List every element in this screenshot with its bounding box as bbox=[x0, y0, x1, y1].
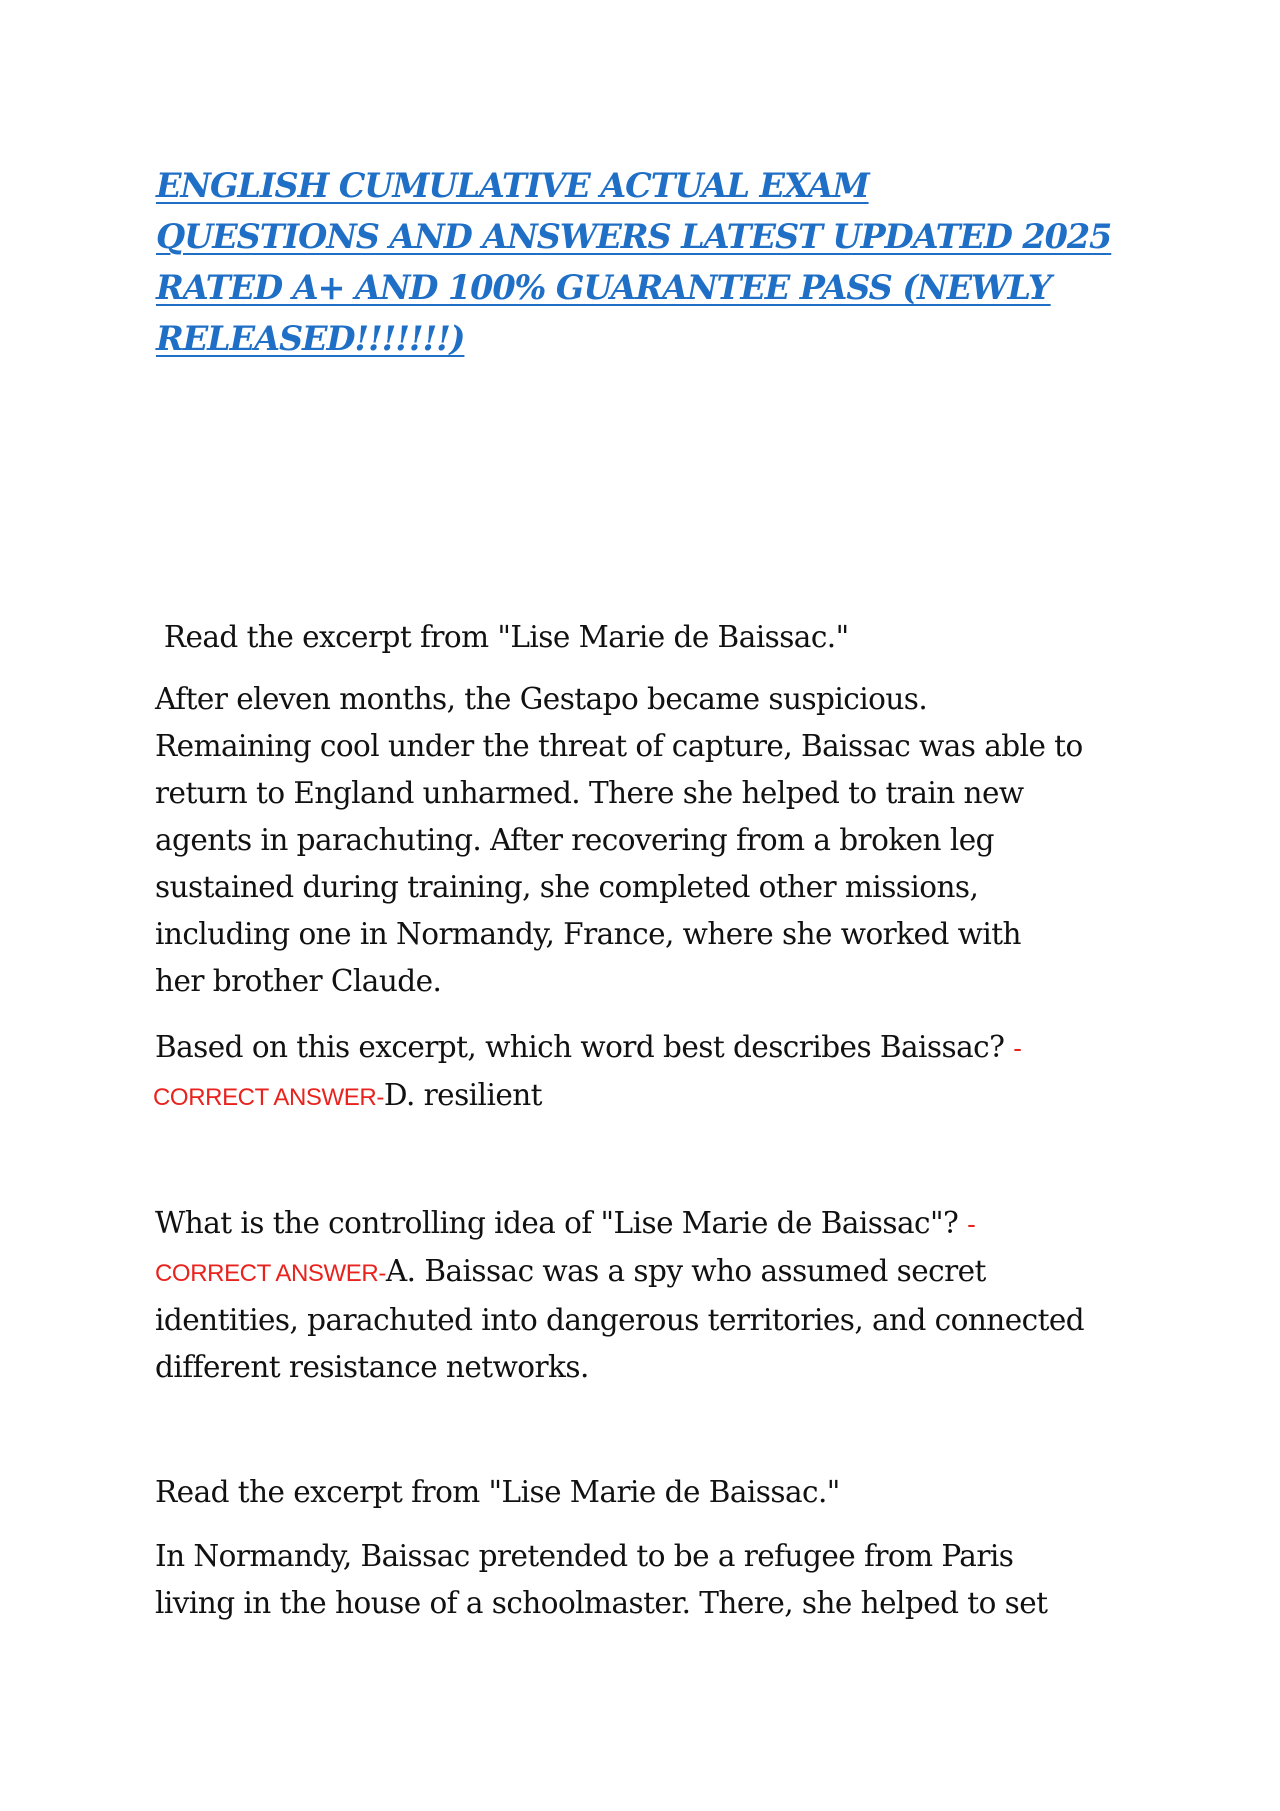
q2-question-text: What is the controlling idea of "Lise Marie de Baissac"? bbox=[155, 1206, 968, 1240]
q2-answer-text: A. Baissac was a spy who assumed secret bbox=[385, 1254, 986, 1288]
q1-excerpt bbox=[155, 676, 1155, 1005]
title-line: RATED A+ AND 100% GUARANTEE PASS (NEWLY bbox=[156, 268, 1051, 307]
q1-question bbox=[155, 1024, 1155, 1121]
excerpt-line: After eleven months, the Gestapo became suspicious. bbox=[155, 682, 928, 716]
q2-question-line bbox=[155, 1200, 1155, 1248]
q1-intro-text: Read the excerpt from "Lise Marie de Baissac." bbox=[155, 620, 849, 654]
excerpt-line: including one in Normandy, France, where she worked with bbox=[155, 917, 1021, 951]
q1-question-text: Based on this excerpt, which word best describes Baissac? bbox=[155, 1030, 1014, 1064]
excerpt-line: Remaining cool under the threat of capture, Baissac was able to bbox=[155, 729, 1083, 763]
q1-intro bbox=[155, 614, 1155, 661]
excerpt-line: living in the house of a schoolmaster. There, she helped to set bbox=[155, 1586, 1048, 1620]
q2-answer-continuation: different resistance networks. bbox=[155, 1350, 589, 1384]
q3-intro bbox=[155, 1469, 1155, 1516]
excerpt-line: her brother Claude. bbox=[155, 964, 442, 998]
q1-answer-text: D. resilient bbox=[383, 1078, 542, 1112]
q1-answer-tag: CORRECT ANSWER- bbox=[153, 1084, 384, 1111]
excerpt-line: agents in parachuting. After recovering from a broken leg bbox=[155, 823, 994, 857]
q2-answer-tag: CORRECT ANSWER- bbox=[155, 1260, 386, 1287]
q3-intro-text: Read the excerpt from "Lise Marie de Baissac." bbox=[155, 1475, 840, 1509]
excerpt-line: sustained during training, she completed other missions, bbox=[155, 870, 979, 904]
document-title bbox=[156, 160, 1156, 364]
q2-question bbox=[155, 1200, 1155, 1391]
q3-excerpt bbox=[155, 1533, 1155, 1627]
excerpt-line: In Normandy, Baissac pretended to be a refugee from Paris bbox=[155, 1539, 1014, 1573]
title-line: QUESTIONS AND ANSWERS LATEST UPDATED 2025 bbox=[156, 217, 1112, 256]
title-line: RELEASED!!!!!!!) bbox=[156, 319, 465, 358]
q1-answer-dash: - bbox=[1013, 1033, 1022, 1063]
q1-answer-line bbox=[153, 1072, 1155, 1121]
q2-answer-continuation: identities, parachuted into dangerous territories, and connected bbox=[155, 1303, 1085, 1337]
q1-question-line bbox=[155, 1024, 1155, 1072]
title-line: ENGLISH CUMULATIVE ACTUAL EXAM bbox=[156, 166, 869, 205]
q2-answer-line bbox=[155, 1248, 1155, 1297]
excerpt-line: return to England unharmed. There she helped to train new bbox=[155, 776, 1024, 810]
q2-answer-dash: - bbox=[967, 1209, 976, 1239]
